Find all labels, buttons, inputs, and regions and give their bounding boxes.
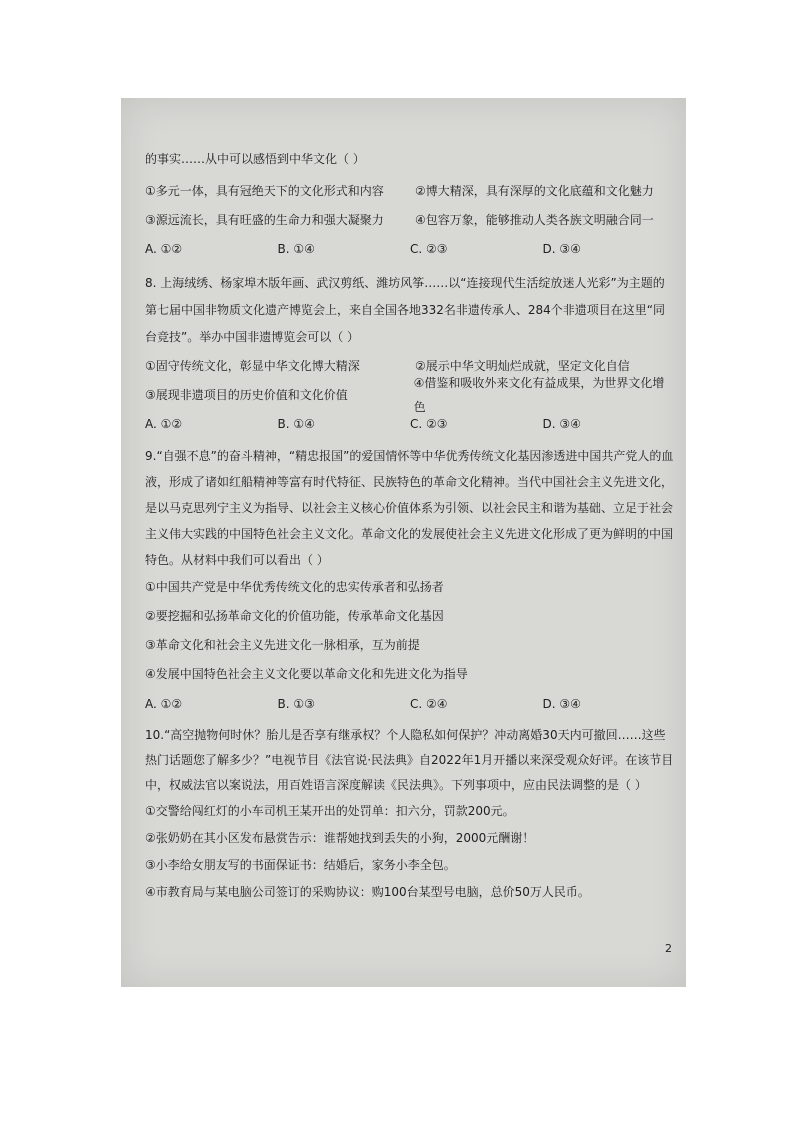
q7-option-a: A. ①② — [145, 242, 183, 256]
q9-statement-4: ④发展中国特色社会主义文化要以革命文化和先进文化为指导 — [145, 667, 468, 681]
q9-statement-2: ②要挖掘和弘扬革命文化的价值功能，传承革命文化基因 — [145, 609, 444, 623]
q10-statement-3: ③小李给女朋友写的书面保证书：结婚后，家务小李全包。 — [145, 858, 456, 872]
q9-stem: 9.“自强不息”的奋斗精神，“精忠报国”的爱国情怀等中华优秀传统文化基因渗透进中国共产党人的血液，形成了诸如红船精神等富有时代特征、民族特色的革命文化精神。当代中国社会主义先进文化，是以马克思列宁主义为指导、以社会主义核心价值体系为引领、以社会民主和谐为基础、立足于社会主义伟大实践的中国特色社会主义文化。革命文化的发展使社会主义先进文化形成了更为鲜明的中国特色。从材料中我们可以看出（ ） — [145, 449, 674, 567]
q10-statement-4: ④市教育局与某电脑公司签订的采购协议：购100台某型号电脑，总价50万人民币。 — [145, 885, 590, 899]
q8-option-a: A. ①② — [145, 417, 183, 431]
q8-option-d: D. ③④ — [542, 417, 581, 431]
q8-options — [145, 409, 675, 439]
q8-statement-4: ④借鉴和吸收外来文化有益成果，为世界文化增色 — [413, 375, 665, 414]
q8-statement-2: ②展示中华文明灿烂成就，坚定文化自信 — [415, 358, 630, 373]
q10-statement-1: ①交警给闯红灯的小车司机王某开出的处罚单：扣六分，罚款200元。 — [145, 804, 515, 818]
q8-option-c: C. ②③ — [410, 417, 448, 431]
q7-statement-3: ③源远流长，具有旺盛的生命力和强大凝聚力 — [145, 212, 384, 227]
q7-statement-4: ④包容万象，能够推动人类各族文明融合同一 — [415, 212, 654, 227]
q7-stem-end: 的事实……从中可以感悟到中华文化（ ） — [145, 152, 365, 166]
q9-options — [145, 689, 675, 719]
question-text-block — [145, 147, 675, 906]
q7-option-b: B. ①④ — [277, 242, 315, 256]
q8-statement-3: ③展现非遗项目的历史价值和文化价值 — [145, 387, 348, 402]
q7-statement-2: ②博大精深，具有深厚的文化底蕴和文化魅力 — [415, 183, 654, 198]
q7-statements-row-2 — [145, 205, 675, 234]
q7-statements-row-1 — [145, 176, 675, 205]
q10-stem: 10.“高空抛物何时休？胎儿是否享有继承权？个人隐私如何保护？冲动离婚30天内可撤回……这些热门话题您了解多少？”电视节目《法官说·民法典》自2022年1月开播以来深受观众好评。在该节目中，权威法官以案说法，用百姓语言深度解读《民法典》。下列事项中，应由民法调整的是（ ） — [145, 728, 674, 792]
q9-option-c: C. ②④ — [410, 697, 448, 711]
q8-statement-1: ①固守传统文化，彰显中华文化博大精深 — [145, 358, 360, 373]
q9-option-a: A. ①② — [145, 697, 183, 711]
page-number: 2 — [665, 942, 672, 955]
q9-option-b: B. ①③ — [277, 697, 315, 711]
q7-option-c: C. ②③ — [410, 242, 448, 256]
q9-statement-1: ①中国共产党是中华优秀传统文化的忠实传承者和弘扬者 — [145, 580, 444, 594]
q7-statement-1: ①多元一体，具有冠绝天下的文化形式和内容 — [145, 183, 384, 198]
q8-stem: 8. 上海绒绣、杨家埠木版年画、武汉剪纸、潍坊风筝……以“连接现代生活绽放迷人光彩”为主题的第七届中国非物质文化遗产博览会上，来自全国各地332名非遗传承人、284个非遗项目在这里“同台竞技”。举办中国非遗博览会可以（ ） — [145, 276, 666, 344]
q7-options — [145, 234, 675, 264]
q8-option-b: B. ①④ — [277, 417, 315, 431]
q7-option-d: D. ③④ — [542, 242, 581, 256]
q10-statement-2: ②张奶奶在其小区发布悬赏告示：谁帮她找到丢失的小狗，2000元酬谢！ — [145, 831, 535, 845]
q9-statement-3: ③革命文化和社会主义先进文化一脉相承，互为前提 — [145, 638, 420, 652]
q9-option-d: D. ③④ — [542, 697, 581, 711]
q8-statements-row-2 — [145, 375, 675, 414]
